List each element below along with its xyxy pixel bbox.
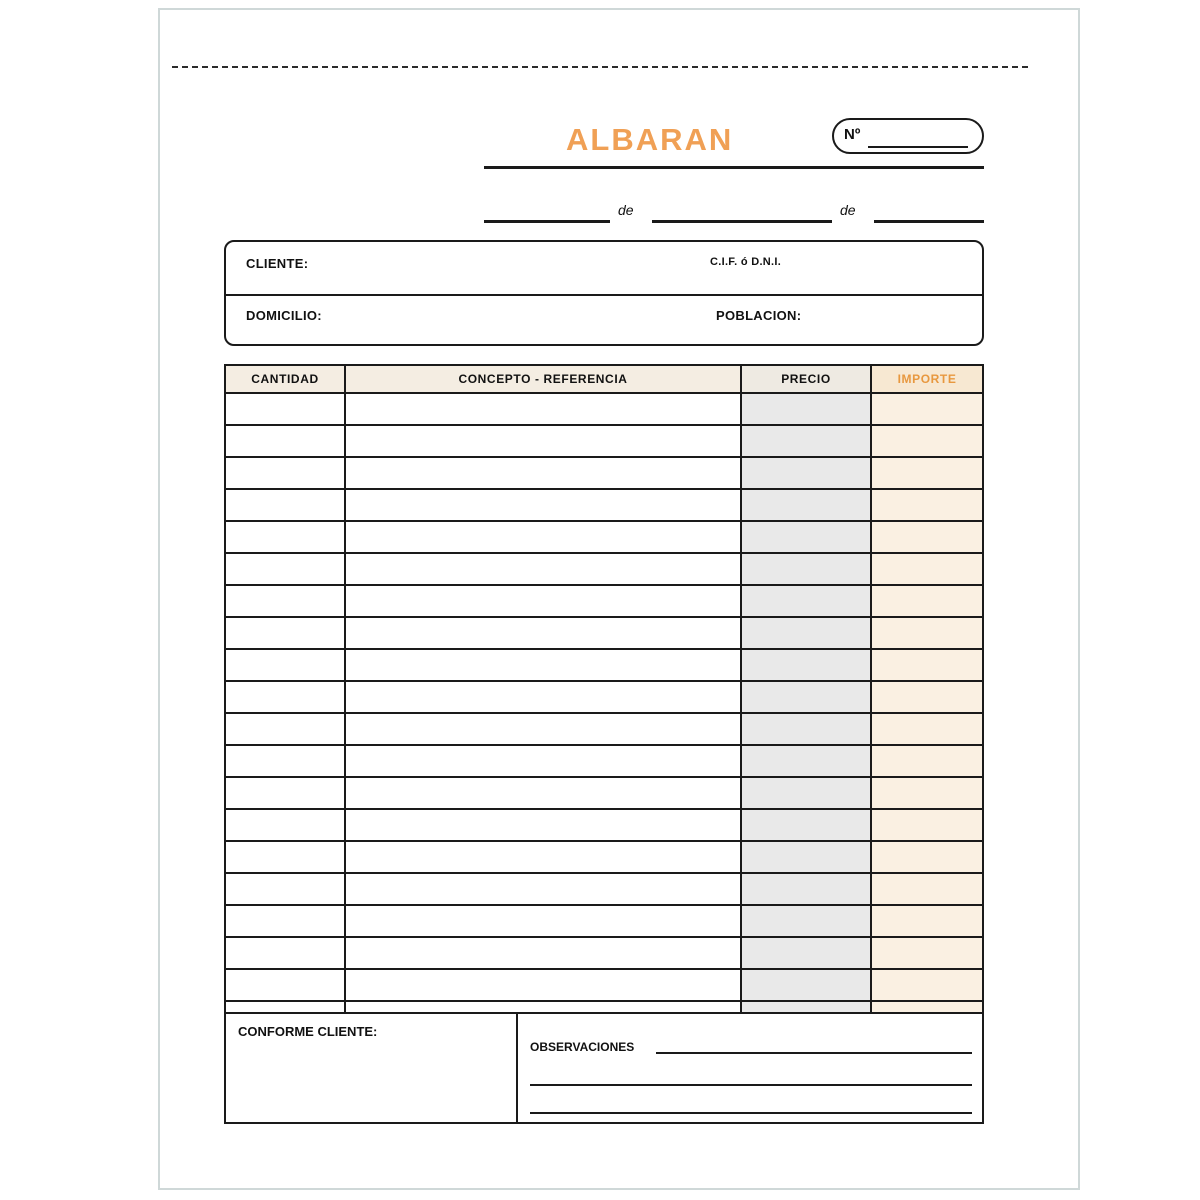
column-header-cantidad-label: CANTIDAD [251, 372, 319, 386]
cell-importe[interactable] [871, 681, 982, 713]
cell-concepto[interactable] [345, 969, 741, 1001]
cell-precio[interactable] [741, 649, 871, 681]
domicilio-label: DOMICILIO: [246, 308, 322, 323]
cell-concepto[interactable] [345, 681, 741, 713]
cell-concepto[interactable] [345, 393, 741, 425]
cell-concepto[interactable] [345, 521, 741, 553]
cell-cantidad[interactable] [226, 745, 345, 777]
date-year-writeline [874, 220, 984, 223]
table-row[interactable] [226, 937, 982, 969]
cell-importe[interactable] [871, 649, 982, 681]
cell-precio[interactable] [741, 393, 871, 425]
date-day-writeline [484, 220, 610, 223]
table-row[interactable] [226, 873, 982, 905]
cell-cantidad[interactable] [226, 841, 345, 873]
column-header-importe-label: IMPORTE [897, 372, 957, 386]
observaciones-writeline-3 [530, 1112, 972, 1114]
table-row[interactable] [226, 713, 982, 745]
cell-cantidad[interactable] [226, 969, 345, 1001]
cell-concepto[interactable] [345, 777, 741, 809]
cliente-label: CLIENTE: [246, 256, 309, 271]
table-row[interactable] [226, 777, 982, 809]
column-header-importe [871, 366, 982, 393]
conforme-cliente-label: CONFORME CLIENTE: [238, 1024, 378, 1039]
cell-cantidad[interactable] [226, 649, 345, 681]
cell-precio[interactable] [741, 745, 871, 777]
cell-precio[interactable] [741, 809, 871, 841]
cell-concepto[interactable] [345, 937, 741, 969]
cell-precio[interactable] [741, 489, 871, 521]
table-row[interactable] [226, 521, 982, 553]
table-row[interactable] [226, 457, 982, 489]
footer-divider [516, 1014, 518, 1122]
customer-info-box[interactable] [224, 240, 984, 346]
cell-importe[interactable] [871, 937, 982, 969]
table-row[interactable] [226, 969, 982, 1001]
cell-precio[interactable] [741, 713, 871, 745]
document-number-writeline [868, 146, 968, 148]
cell-precio[interactable] [741, 521, 871, 553]
cell-precio[interactable] [741, 585, 871, 617]
cell-precio[interactable] [741, 873, 871, 905]
table-row[interactable] [226, 553, 982, 585]
customer-box-divider [226, 294, 982, 296]
observaciones-label: OBSERVACIONES [530, 1040, 635, 1054]
cell-cantidad[interactable] [226, 905, 345, 937]
table-row[interactable] [226, 745, 982, 777]
cell-importe[interactable] [871, 745, 982, 777]
cell-cantidad[interactable] [226, 585, 345, 617]
table-row[interactable] [226, 425, 982, 457]
column-header-precio [741, 366, 871, 393]
cell-cantidad[interactable] [226, 873, 345, 905]
cell-precio[interactable] [741, 841, 871, 873]
cell-importe[interactable] [871, 905, 982, 937]
cell-precio[interactable] [741, 969, 871, 1001]
cell-precio[interactable] [741, 777, 871, 809]
observaciones-writeline-1 [656, 1052, 972, 1054]
cell-cantidad[interactable] [226, 681, 345, 713]
column-header-concepto [345, 366, 741, 393]
poblacion-label: POBLACION: [716, 308, 802, 323]
cell-cantidad[interactable] [226, 553, 345, 585]
cell-concepto[interactable] [345, 489, 741, 521]
cell-concepto[interactable] [345, 457, 741, 489]
cell-precio[interactable] [741, 905, 871, 937]
cell-cantidad[interactable] [226, 713, 345, 745]
cell-cantidad[interactable] [226, 521, 345, 553]
cell-precio[interactable] [741, 937, 871, 969]
cell-precio[interactable] [741, 457, 871, 489]
table-row[interactable] [226, 489, 982, 521]
cell-importe[interactable] [871, 585, 982, 617]
title-underline [484, 166, 984, 169]
cell-importe[interactable] [871, 777, 982, 809]
footer-box[interactable] [224, 1012, 984, 1124]
table-row[interactable] [226, 585, 982, 617]
date-line[interactable] [484, 200, 984, 226]
date-connector-2: de [840, 202, 856, 218]
cell-concepto[interactable] [345, 841, 741, 873]
cell-concepto[interactable] [345, 425, 741, 457]
table-row[interactable] [226, 905, 982, 937]
title-block [484, 122, 984, 166]
table-row[interactable] [226, 649, 982, 681]
cell-importe[interactable] [871, 969, 982, 1001]
cell-concepto[interactable] [345, 617, 741, 649]
cell-importe[interactable] [871, 393, 982, 425]
table-row[interactable] [226, 617, 982, 649]
cell-cantidad[interactable] [226, 777, 345, 809]
cell-concepto[interactable] [345, 873, 741, 905]
document-number-label: Nº [844, 126, 861, 143]
cell-importe[interactable] [871, 713, 982, 745]
cell-concepto[interactable] [345, 585, 741, 617]
cell-importe[interactable] [871, 521, 982, 553]
cell-importe[interactable] [871, 457, 982, 489]
cell-precio[interactable] [741, 553, 871, 585]
table-row[interactable] [226, 681, 982, 713]
table-row[interactable] [226, 841, 982, 873]
items-table[interactable] [224, 364, 984, 1012]
cell-importe[interactable] [871, 489, 982, 521]
table-row[interactable] [226, 809, 982, 841]
cell-precio[interactable] [741, 617, 871, 649]
table-body [226, 393, 982, 1064]
cell-cantidad[interactable] [226, 425, 345, 457]
cell-importe[interactable] [871, 873, 982, 905]
cell-cantidad[interactable] [226, 937, 345, 969]
cell-cantidad[interactable] [226, 809, 345, 841]
cell-importe[interactable] [871, 553, 982, 585]
cell-concepto[interactable] [345, 809, 741, 841]
cell-concepto[interactable] [345, 553, 741, 585]
column-header-precio-label: PRECIO [781, 372, 831, 386]
table-row[interactable] [226, 393, 982, 425]
cell-cantidad[interactable] [226, 489, 345, 521]
column-header-cantidad [226, 366, 345, 393]
cell-cantidad[interactable] [226, 457, 345, 489]
cif-label: C.I.F. ó D.N.I. [710, 256, 782, 268]
cell-concepto[interactable] [345, 745, 741, 777]
cell-precio[interactable] [741, 425, 871, 457]
cell-importe[interactable] [871, 809, 982, 841]
cell-precio[interactable] [741, 681, 871, 713]
cell-importe[interactable] [871, 841, 982, 873]
date-connector-1: de [618, 202, 634, 218]
table-header-row [226, 366, 982, 393]
cell-importe[interactable] [871, 617, 982, 649]
cell-concepto[interactable] [345, 905, 741, 937]
cell-importe[interactable] [871, 425, 982, 457]
cell-cantidad[interactable] [226, 617, 345, 649]
cell-concepto[interactable] [345, 649, 741, 681]
column-header-concepto-label: CONCEPTO - REFERENCIA [458, 372, 628, 386]
observaciones-writeline-2 [530, 1084, 972, 1086]
date-month-writeline [652, 220, 832, 223]
document-number-field[interactable] [832, 118, 984, 154]
cell-cantidad[interactable] [226, 393, 345, 425]
perforation-dashed-line [172, 66, 1028, 68]
cell-concepto[interactable] [345, 713, 741, 745]
document-title: ALBARAN [566, 122, 734, 157]
